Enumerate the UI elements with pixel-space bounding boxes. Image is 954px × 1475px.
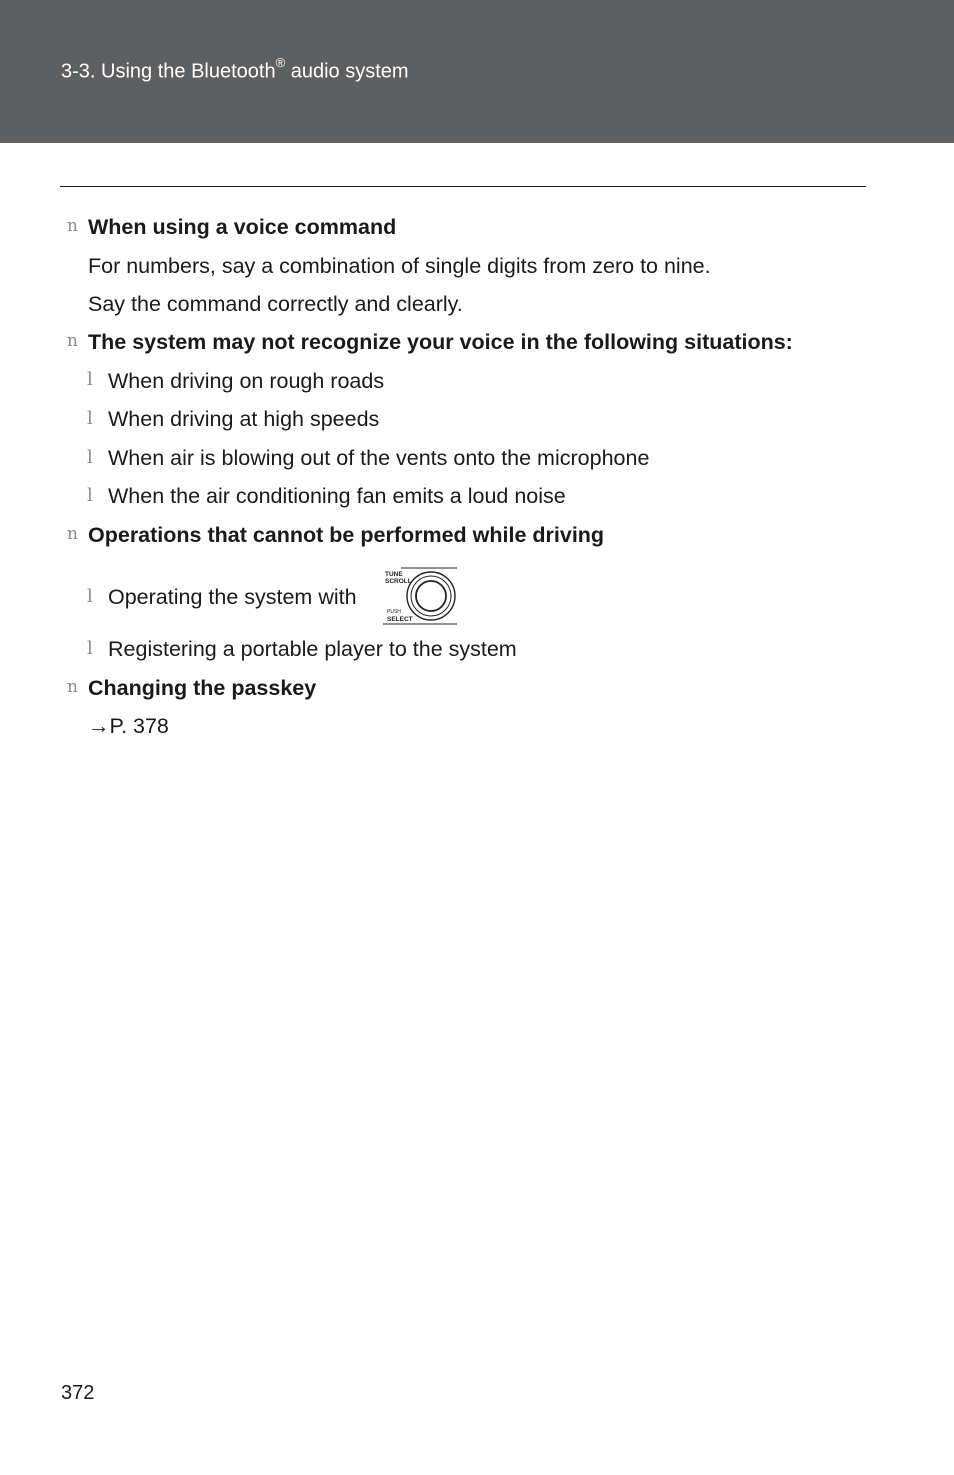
registered-mark: ® — [275, 55, 286, 70]
list-item: Operating the system with — [108, 585, 357, 609]
section-bullet: n — [67, 216, 78, 236]
knob-label-select: SELECT — [387, 616, 413, 623]
list-item: When air is blowing out of the vents onto the microphone — [108, 446, 650, 470]
section-heading-passkey: Changing the passkey — [88, 676, 317, 700]
arrow-right-icon: → — [88, 714, 110, 738]
knob-label-tune: TUNE — [385, 571, 403, 578]
section-title — [61, 55, 409, 84]
list-item: When driving at high speeds — [108, 407, 380, 431]
section-title-prefix: 3-3. Using the Bluetooth — [61, 60, 276, 83]
list-bullet: l — [87, 586, 93, 607]
paragraph-numbers: For numbers, say a combination of single digits from zero to nine. — [88, 254, 711, 278]
section-bullet: n — [67, 677, 78, 697]
section-heading-recognition: The system may not recognize your voice in the following situations: — [88, 330, 793, 354]
section-heading-voice-command: When using a voice command — [88, 215, 397, 239]
list-bullet: l — [87, 408, 93, 429]
list-bullet: l — [87, 638, 93, 659]
section-title-suffix: audio system — [285, 60, 409, 83]
page-reference-text: P. 378 — [109, 714, 169, 738]
list-item: When driving on rough roads — [108, 369, 385, 393]
knob-label-push: PUSH — [387, 609, 401, 615]
section-bullet: n — [67, 524, 78, 544]
tune-select-knob-icon — [383, 567, 457, 625]
section-bullet: n — [67, 331, 78, 351]
section-heading-driving-restrictions: Operations that cannot be performed while driving — [88, 523, 605, 547]
list-bullet: l — [87, 369, 93, 390]
paragraph-clearly: Say the command correctly and clearly. — [88, 292, 463, 316]
knob-label-scroll: SCROLL — [385, 578, 412, 585]
divider-line — [60, 186, 866, 187]
list-bullet: l — [87, 447, 93, 468]
page-reference-link[interactable] — [88, 713, 169, 739]
list-item: Registering a portable player to the system — [108, 637, 517, 661]
list-bullet: l — [87, 485, 93, 506]
list-item: When the air conditioning fan emits a loud noise — [108, 484, 566, 508]
page-number: 372 — [61, 1382, 95, 1404]
